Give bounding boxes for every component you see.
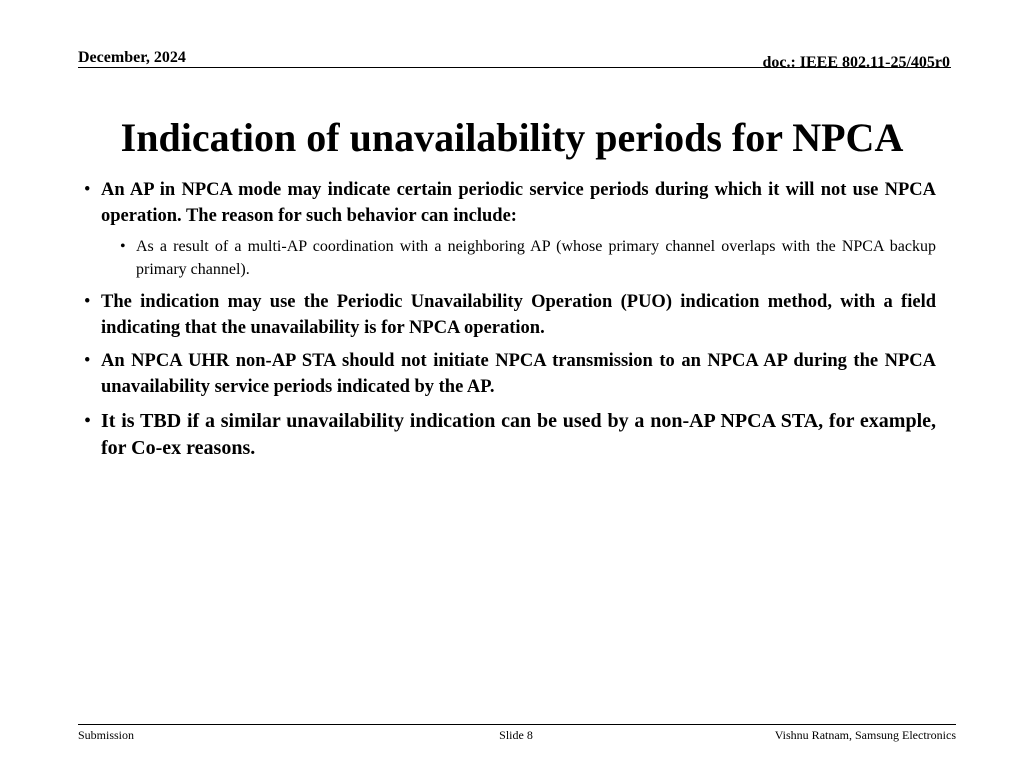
bullet-3 — [84, 349, 936, 400]
sub-bullet-1-1 — [120, 235, 936, 281]
bullet-3-text: An NPCA UHR non-AP STA should not initiate NPCA transmission to an NPCA AP during the NPCA unavailability service periods indicated by the AP. — [101, 351, 936, 397]
bullet-marker: • — [120, 238, 126, 255]
bullet-marker: • — [84, 180, 91, 200]
bullet-4-text: It is TBD if a similar unavailability indication can be used by a non-AP NPCA STA, for example, for Co-ex reasons. — [101, 410, 936, 459]
bullet-1 — [84, 178, 936, 229]
bullet-4 — [84, 408, 936, 462]
header-date: December, 2024 — [78, 49, 186, 66]
bullet-marker: • — [84, 410, 92, 432]
footer-divider — [78, 724, 956, 725]
sub-bullet-1-1-text: As a result of a multi-AP coordination with a neighboring AP (whose primary channel overlaps with the NPCA backup primary channel). — [136, 238, 936, 278]
bullet-2 — [84, 290, 936, 341]
bullet-1-text: An AP in NPCA mode may indicate certain periodic service periods during which it will not use NPCA operation. The reason for such behavior can include: — [101, 180, 936, 226]
slide-content — [84, 178, 936, 470]
bullet-marker: • — [84, 292, 91, 312]
bullet-2-text: The indication may use the Periodic Unavailability Operation (PUO) indication method, with a field indicating that the unavailability is for NPCA operation. — [101, 292, 936, 338]
bullet-marker: • — [84, 351, 91, 371]
footer-slide-number: Slide 8 — [499, 728, 533, 742]
slide-title: Indication of unavailability periods for NPCA — [120, 115, 904, 160]
footer-submission: Submission — [78, 728, 135, 742]
footer-author: Vishnu Ratnam, Samsung Electronics — [774, 728, 956, 742]
header-doc-id: doc.: IEEE 802.11-25/405r0 — [762, 54, 950, 71]
header-divider — [78, 67, 951, 68]
